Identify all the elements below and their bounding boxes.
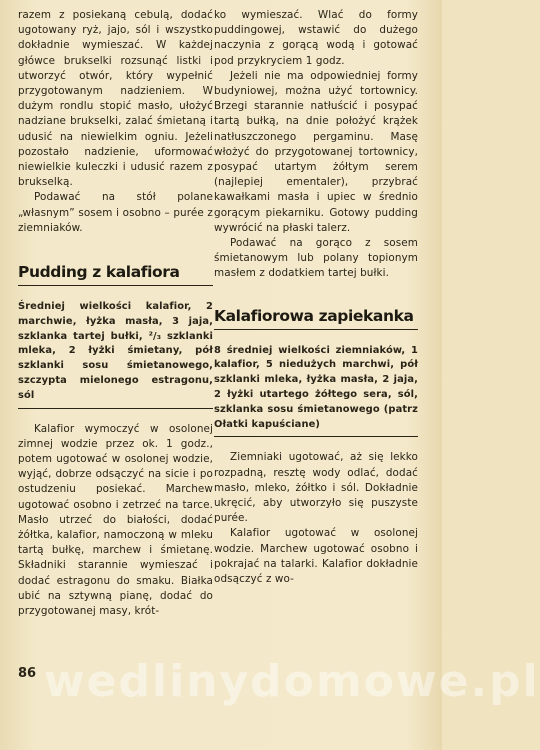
ingredients-list: 8 średniej wielkości ziemniaków, 1 kalafior, 5 niedużych marchwi, pół szklanki mleka, łyżka masła, 2 jaja, 2 łyżki utartego żółtego sera, sól, szklanka sosu śmietanowego (patrz Ołatki kapuściane) [214, 344, 418, 438]
recipe-title-zapiekanka: Kalafiorowa zapiekanka [214, 306, 418, 330]
page-number: 86 [18, 666, 37, 681]
ingredients-list: Średniej wielkości kalafior, 2 marchwie, łyżka masła, 3 jaja, szklanka tartej bułki, ²/₃ szklanki mleka, 2 łyżki śmietany, pół szklanki sosu śmietanowego, szczypta mielonego estragonu, sól [18, 300, 213, 409]
left-column [18, 8, 213, 619]
paragraph: Jeżeli nie ma odpowiedniej formy budyniowej, można użyć tortownicy. Brzegi starannie natłuścić i posypać tartą bułką, na dnie położyć krążek natłuszczonego pergaminu. Masę włożyć do przygotowanej tortownicy, posypać utartym żółtym serem (najlepiej ementaler), przybrać kawałkami masła i upiec w średnio gorącym piekarniku. Gotowy pudding wywrócić na płaski talerz. [214, 69, 418, 234]
paragraph: Kalafior wymoczyć w osolonej zimnej wodzie przez ok. 1 godz., potem ugotować w osolonej wodzie, wyjąć, dobrze odsączyć na sicie i po ostudzeniu posiekać. Marchew ugotować osobno i zetrzeć na tarce. Masło utrzeć do białości, dodać żółtka, kalafior, namoczoną w mleku tartą bułkę, marchew i śmietanę. Składniki starannie wymieszać i dodać estragonu do smaku. Białka ubić na sztywną pianę, dodać do przygotowanej masy, krót- [18, 422, 213, 618]
paragraph: Podawać na gorąco z sosem śmietanowym lub polany topionym masłem z dodatkiem tartej bułki. [214, 237, 418, 280]
recipe-title-pudding: Pudding z kalafiora [18, 262, 213, 286]
watermark: wedlinydomowe.pl [44, 656, 540, 707]
paragraph: razem z posiekaną cebulą, dodać ugotowany ryż, jajo, sól i wszystko dokładnie wymieszać. W każdej główce brukselki rozsunąć listki i utworzyć otwór, który wypełnić przygotowanym nadzieniem. W dużym rondlu stopić masło, ułożyć nadziane brukselki, zalać śmietaną i udusić na niewielkim ogniu. Jeżeli pozostało nadzienie, uformować niewielkie kuleczki i udusić razem z brukselką. [18, 9, 213, 189]
right-column [214, 8, 418, 587]
paragraph: Ziemniaki ugotować, aż się lekko rozpadną, resztę wody odlać, dodać masło, mleko, żółtko i sól. Dokładnie ukręcić, aby utworzyło się puszyste purée. [214, 451, 418, 525]
paragraph: ko wymieszać. Wlać do formy puddingowej, wstawić do dużego naczynia z gorącą wodą i gotować pod przykryciem 1 godz. [214, 9, 418, 67]
paragraph: Podawać na stół polane „własnym” sosem i osobno – purée z ziemniaków. [18, 191, 213, 234]
paragraph: Kalafior ugotować w osolonej wodzie. Marchew ugotować osobno i pokrajać na talarki. Kalafior dokładnie odsączyć z wo- [214, 527, 418, 586]
